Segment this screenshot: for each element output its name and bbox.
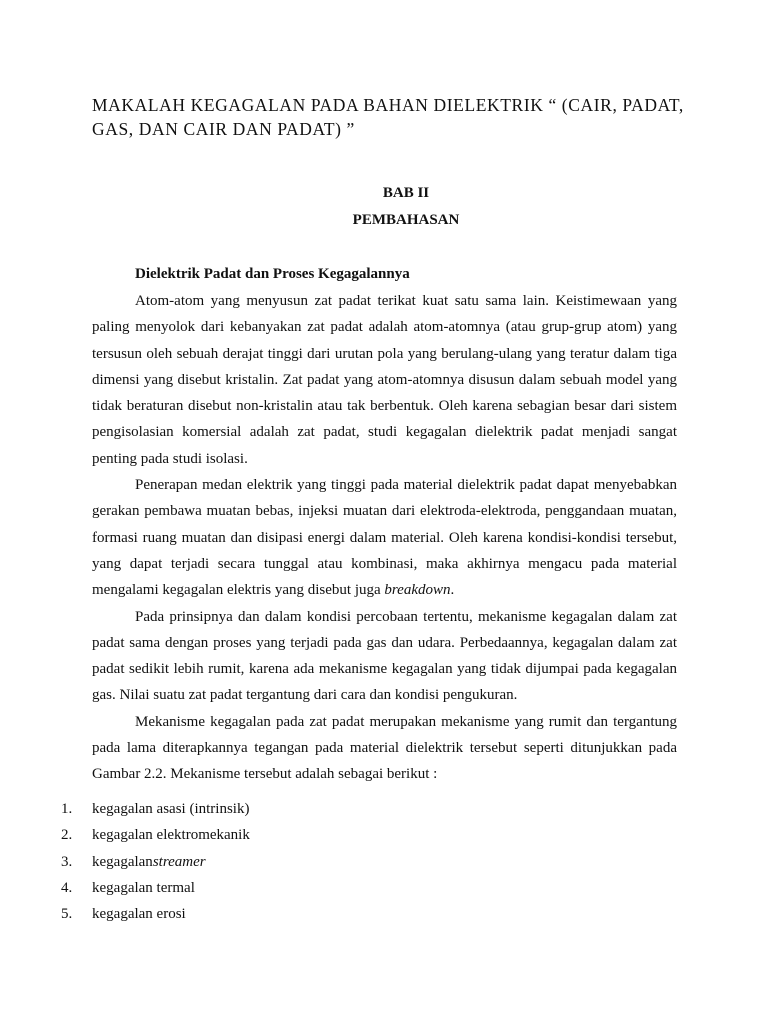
list-number: 3. [61, 853, 73, 870]
paragraph: Atom-atom yang menyusun zat padat terikat kuat satu sama lain. Keistimewaan yang paling menyolok dari kebanyakan zat padat adalah atom-atomnya (atau grup-grup atom) yang tersusun oleh sebuah derajat tinggi dari urutan pola yang berulang-ulang yang teratur dalam tiga dimensi yang disebut kristalin. Zat padat yang atom-atomnya disusun dalam sebuah model yang tidak beraturan disebut non-kristalin atau tak berbentuk. Oleh karena sebagian besar dari sistem pengisolasian komersial adalah zat padat, studi kegagalan dielektrik padat menjadi sangat penting pada studi isolasi. [92, 293, 677, 467]
list-text: kegagalan elektromekanik [92, 827, 250, 844]
list-item [61, 796, 250, 822]
chapter-label: BAB II [382, 185, 430, 201]
mechanism-list [61, 796, 250, 927]
paragraph [92, 472, 677, 603]
list-item [61, 849, 250, 875]
paragraph-text: Penerapan medan elektrik yang tinggi pada material dielektrik padat dapat menyebabkan gerakan pembawa muatan bebas, injeksi muatan dari elektroda-elektroda, penggandaan muatan, formasi ruang muatan dan disipasi energi dalam material. Oleh karena kondisi-kondisi tersebut, yang dapat terjadi secara tunggal atau kombinasi, maka akhirnya mengacu pada material mengalami kegagalan elektris yang disebut juga [92, 477, 677, 599]
body-text [92, 288, 677, 788]
list-text: kegagalan asasi (intrinsik) [92, 801, 250, 817]
list-number: 1. [61, 801, 73, 817]
document-title: MAKALAH KEGAGALAN PADA BAHAN DIELEKTRIK “ (CAIR, PADAT, GAS, DAN CAIR DAN PADAT) ” [92, 95, 684, 139]
list-item [61, 875, 250, 901]
paragraph-text-end: . [450, 582, 455, 599]
list-number: 5. [61, 906, 73, 923]
paragraph: Mekanisme kegagalan pada zat padat merupakan mekanisme yang rumit dan tergantung pada lama diterapkannya tegangan pada material dielektrik tersebut seperti ditunjukkan pada Gambar 2.2. Mekanisme tersebut adalah sebagai berikut : [92, 713, 677, 783]
list-text: kegagalan [92, 853, 153, 870]
italic-term: breakdown [384, 582, 451, 599]
section-heading: Dielektrik Padat dan Proses Kegagalannya [135, 266, 410, 282]
chapter-title: PEMBAHASAN [352, 212, 460, 228]
italic-term: streamer [152, 853, 206, 870]
list-number: 4. [61, 879, 73, 896]
list-number: 2. [61, 827, 73, 844]
list-text: kegagalan termal [92, 879, 195, 896]
paragraph: Pada prinsipnya dan dalam kondisi percobaan tertentu, mekanisme kegagalan dalam zat padat sama dengan proses yang terjadi pada gas dan udara. Perbedaannya, kegagalan dalam zat padat sedikit lebih rumit, karena ada mekanisme kegagalan yang tidak dijumpai pada kegagalan gas. Nilai suatu zat padat tergantung dari cara dan kondisi pengukuran. [92, 608, 677, 704]
list-item [61, 822, 250, 848]
list-text: kegagalan erosi [92, 906, 186, 923]
list-item [61, 901, 250, 927]
